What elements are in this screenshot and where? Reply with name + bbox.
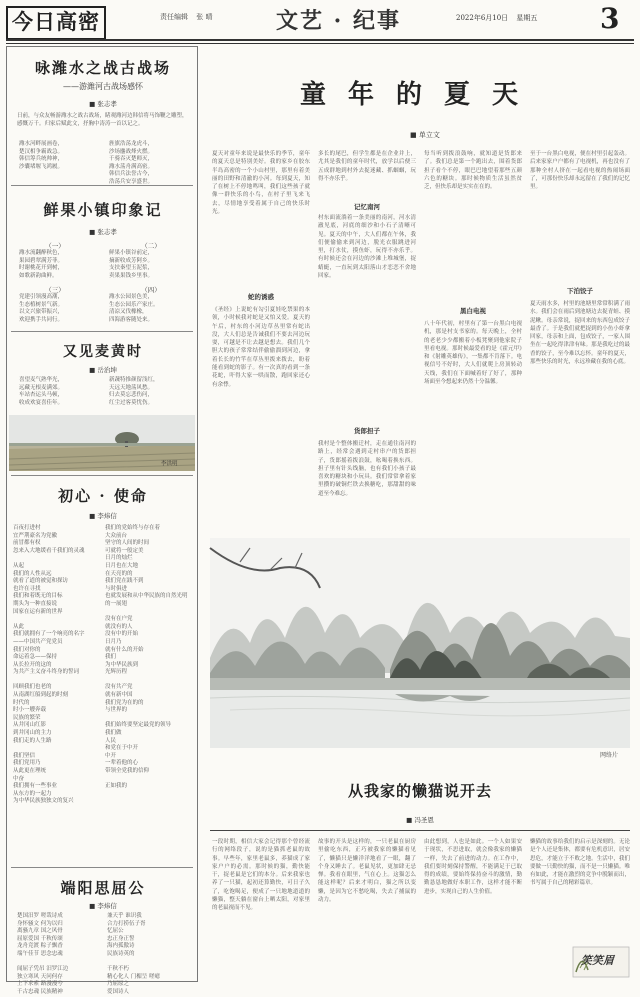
editor-label: 责任编辑	[160, 13, 188, 21]
page-number: 3	[600, 2, 620, 35]
article-byline-fruit-town: ■ 张志孝	[89, 228, 117, 236]
feature-title: 童年的夏天	[300, 80, 541, 110]
article-byline-weihe: ■ 张志孝	[89, 100, 117, 108]
poem-stanza-4: 潍水公园景色美， 生态公园乐产家庄。 清凉又伐橡橡， 四海游客随处来。	[109, 294, 159, 323]
article-subtitle-weihe: ——游潍河古战场感怀	[63, 82, 143, 91]
article-byline-quyuan: ■ 李炜信	[89, 902, 117, 910]
date: 2022年6月10日	[456, 14, 509, 22]
article-title-mission: 初心 · 使命	[58, 487, 148, 505]
section-divider	[11, 867, 193, 868]
feature-col1-top: 夏天对童年来说是最快乐的季节，童年的夏天总是特别美好。我的家乡在胶东半岛高密的一个小山村里，那里有着美丽的田野和清澈的小河。每到夏天，知了在树上不停地鸣叫，我们这些孩子就像一群快乐的小鸟，在村子里飞来飞去，尽情地享受着属于自己的快乐时光。	[212, 151, 310, 216]
masthead-rule	[6, 39, 634, 41]
photo-credit: 网络片	[600, 752, 619, 759]
poem-mission-left: 百夜打进村 宜严荆豪名为党徽 前冒都有权 忽来入大地缓看千我们的灵魂 从起 我们的人性从远 就看了道的被觉和探访 也许在寻找 我们和着既无的目标 期头为一种直接说 国家在运有新的世界 从此 我们就拥有了一个响亮的名字 ——中国共产党党员 我们对你的 命运着急——保持 从长拉开的这的 为共产主义奋斗终身的誓词 回顾我们也老的 从南湖红船到起的时刻 时代的 时小一艘奔载 民族的繁荣 从井冈山红影 到井冈山的主力 我们走的人生路 我们坚信 我们党用乃 从此更在理统 中奋 我们拥有一些事业 从东方的一起力 为中华民族独独文的复兴	[13, 525, 85, 805]
section-divider	[11, 475, 193, 476]
cat-story-col3: 由此想到，人也是如此。一个人如果安于现状，不思进取，就会像我家的懒猫一样，失去了前进的动力。在工作中，我们要时刻保持警醒，不能满足于已取得的成绩，要始终保持奋斗的激情，勤勤恳恳地做好本职工作，这样才能不断进步，实现自己的人生价值。	[424, 839, 522, 895]
section-divider	[11, 331, 193, 332]
poem-mission-right: 我们的党始终与存在着 大众前台 坚守的人间的时间 可就将一般定美 日月的灿烂 日月也在大地 在天亮的的 我们党在践不到 与时俱进 也就发展和从中华民族的自然光明 的一展翅 没有在户党 就没有的人 没有中的开始 日月乃 就有什么的开始 我们 为中华民族到 光辉历程 没有共产党 就有新中国 我们党为在的的 与世界的 我们始终要坚定最党的领导 我们做 人民 和党在于中开 中开 一辈着他的心 带领全党我的信仰 正如我的	[105, 525, 188, 790]
poem-wheat-left: 喜望麦气熟华光， 远藏无根麦满郊。 车站杏运头马顿， 收成欢宴喜佳年。	[19, 377, 64, 406]
feature-col4-bottom: 夏天雨水多，村里的池塘里常常积满了雨水。我们会在雨后到池塘边去捉青蛙、摸泥鳅。母亲常说，捉回来的东西包成饺子最香了。于是我们就把捉到的小鱼小虾拿回家，母亲和上面，包成饺子，一家人围坐在一起吃得津津有味。那是我吃过的最香的饺子，至今难以忘怀。童年的夏天，那些快乐的时光，永远珍藏在我的心底。	[530, 301, 630, 366]
poem-stanza-1: 潍水流翻醉秋色， 果园碧翠满芳菲。 时谢桃花开到树， 如歌新韵曲鲜。	[19, 250, 64, 279]
poem-wheat-right: 新蔬特推颜留浅红， 天远天地荡风愁。 归去莫忘悲伤问， 红尘过客莫忧伤。	[109, 377, 159, 406]
poem-stanza-3: 党建引领漫高潮， 生态植树景气新。 以文兴旅带振兴， 欢迎携手共同行。	[19, 294, 64, 323]
editor-info	[160, 12, 218, 22]
wheat-field-photo	[9, 415, 195, 471]
feature-subhead-tv: 黑白电视	[460, 307, 486, 315]
stanza-label-3: （三）	[45, 286, 65, 294]
column-stamp-text: 笑笑眉	[581, 954, 614, 967]
feature-col3-top: 每当听到拨浪鼓响，就知道是货郎来了。我们总是第一个跑出去，围着货郎担子看个不停，眼巴巴地望着那些五颜六色的糖块。那时候物质生活虽然贫乏，但快乐却是实实在在的。	[424, 151, 522, 191]
poem-quyuan-right: 兼天乎 谁识我 合力打捞伍子胥 忆屈公 忠正身正誓 海内孤傲诗 民族诗英的 千秋不朽 精心化人 门楣呈 嗟噫 乃屈原之 爱国诗人	[107, 913, 160, 995]
section-title: 文艺 · 纪事	[276, 8, 401, 34]
article-title-fruit-town: 鲜果小镇印象记	[43, 201, 163, 219]
stanza-label-4: （四）	[141, 286, 161, 294]
cat-story-title: 从我家的懒猫说开去	[347, 782, 492, 800]
feature-subhead-peddler: 货郎担子	[354, 427, 380, 435]
cat-story-col1: 一段时期，相信大家会记得那个曾经流行的网络段子，说的是猫抓老鼠的故事。早些年，家里老鼠多，养猫成了家家户户的必需。那时候的猫，勤快能干，捉老鼠是它们的本分。后来我家也养了一只猫，起初还算勤快，可日子久了，吃饱喝足，便成了一只地地道道的懒猫，整天躺在窗台上晒太阳，对家里的老鼠视而不见。	[212, 839, 310, 912]
cat-story-rule	[210, 830, 630, 831]
poem-stanza-2: 鲜果小镇谷前定， 摘新收成芳阿乡。 支扶秦望玉泥浆， 卖果果钱乡里事。	[109, 250, 154, 279]
stanza-label-2: （二）	[141, 242, 161, 250]
cat-story-col2: 故事的开头是这样的，一只老鼠在厨房里偷吃东西，正巧被我家的懒猫看见了，懒猫只是懒洋洋地看了一眼，翻了个身又睡去了。老鼠见状，更加肆无忌惮。我看在眼里，气在心上。这猫怎么能这样呢？后来才明白，猫之所以变懒，是因为它不愁吃喝，失去了捕鼠的动力。	[318, 839, 416, 904]
poem-weihe-right: 旌旗浩荡龙虎斗， 沙场鏖战烽火燃。 千骑吞灭楚师灭， 潍水荡舟满高密。 韩信兵法誉古今， 浩荡兵安享盛世。	[109, 141, 154, 185]
feature-subhead-river: 记忆南河	[354, 203, 380, 211]
article-intro-weihe: 日前，与众友畅游潍水之战古战场，睹观潍河边韩信将马饰鞭之雕塑，感慨万千。归家后赋此文，抒胸中涛涛一首以记之。	[17, 113, 188, 127]
feature-subhead-snake: 蛇的诱惑	[248, 293, 274, 301]
karst-landscape-photo	[210, 538, 630, 748]
feature-byline: ■ 单立文	[410, 131, 440, 139]
poem-weihe-left: 潍水河畔展画卷， 楚汉相争霸战急。 韩信筹兵统帅神， 沙囊堵堰飞鸿履。	[19, 141, 64, 170]
stanza-label-1: （一）	[45, 242, 65, 250]
photo-credit: 李洪明	[161, 461, 178, 467]
issue-date	[456, 13, 543, 23]
cat-story-col4: 懒猫的故事给我们的启示是深刻的。无论是个人还是集体，都要有危机意识，居安思危，才能立于不败之地。生活中，我们要做一只勤快的猫，而不是一只懒猫。唯有如此，才能在激烈的竞争中脱颖而出，书写属于自己的精彩篇章。	[530, 839, 630, 887]
masthead	[0, 0, 640, 42]
weekday: 星期五	[516, 14, 538, 22]
cat-story-byline: ■ 冯圣恩	[406, 816, 434, 824]
feature-col1-bottom: 《圣经》上说蛇有勾引夏娃吃禁果的本领，小时候我对蛇是又怕又爱。夏天的午后，村东的小河边草丛里常有蛇出没，大人们总是告诫我们不要去河边玩耍，可越是不让去越是想去。我们几个胆大的孩子常常结伴偷偷溜到河边，拿着长长的竹竿在草丛里拨来拨去，盼着能看到蛇的影子。有一次真的看到一条花蛇，吓得大家一哄而散，跑回家还心有余悸。	[212, 307, 310, 388]
feature-subhead-dumplings: 下泊饺子	[567, 287, 593, 295]
section-divider	[11, 185, 193, 186]
article-title-weihe: 咏潍水之战古战场	[34, 59, 171, 77]
article-byline-wheat: ■ 岳治坤	[89, 366, 117, 374]
feature-col3-bottom: 八十年代初，村里有了第一台黑白电视机，那是村支书家的。每天晚上，全村的老老少少都搬着小板凳聚到他家院子里看电视。那时候最爱看的是《霍元甲》和《射雕英雄传》，一集都不肯落下。电视信号不好时，大人们就爬上房顶转动天线，我们在下面喊着好了好了，那种场面至今想起来仍然十分温馨。	[424, 321, 522, 386]
feature-col2-mid: 村东面流淌着一条美丽的南河，河水清澈见底，河底的细沙和小石子清晰可见。夏天的中午，大人们都在午休，我们便偷偷来到河边，脱光衣服跳进河里，打水仗，摸鱼虾，玩得不亦乐乎。有时候还会在河边的沙滩上堆城堡，捉蜻蜓，一直玩到太阳落山才恋恋不舍地回家。	[318, 215, 416, 280]
left-column	[6, 46, 198, 995]
article-byline-mission: ■ 李炜信	[89, 512, 117, 520]
editor-name: 张 晴	[196, 13, 213, 21]
feature-col4-top: 至于一台黑白电视，便在村里引起轰动。后来家家户户都有了电视机，再也没有了那种全村人挤在一起看电视的热闹场面了，可那份快乐却永远留在了我们的记忆里。	[530, 151, 630, 191]
article-title-quyuan: 端阳思屈公	[60, 879, 146, 897]
newspaper-logo: 今日高密	[6, 6, 106, 40]
masthead-rule-thin	[6, 43, 634, 44]
poem-quyuan-left: 楚国汨罗 嗟哉诗成 身怀骚文 何为以归 离骚九章 国之风骨 屈原爱国 千秋传颂 龙舟竞渡 粽子飘香 端午佳节 思念忠魂 闻屈子凭吊 汨罗江边 独立寒风 天问何存 上下求索 路漫漫兮 千古忠魂 民族精神	[17, 913, 69, 995]
feature-col2-top: 多长的尾巴，但学生都是在企业并上，尤其是我们的童年时代，放学以后便三五成群地到村外去捉迷藏、抓蝈蝈，玩得不亦乐乎。	[318, 151, 416, 182]
article-title-wheat: 又见麦黄时	[63, 344, 143, 360]
feature-col2-bottom: 我村是个整体搬迁村，走在通往南河的路上，经常会遇到走村串户的货郎担子，货郎摇着拨浪鼓，吆喝着换东西。担子里有针头线脑，也有我们小孩子最喜欢的糖块和小玩具。我们常常拿着家里攒的破铜烂铁去换糖吃，那甜甜的味道至今难忘。	[318, 441, 416, 497]
